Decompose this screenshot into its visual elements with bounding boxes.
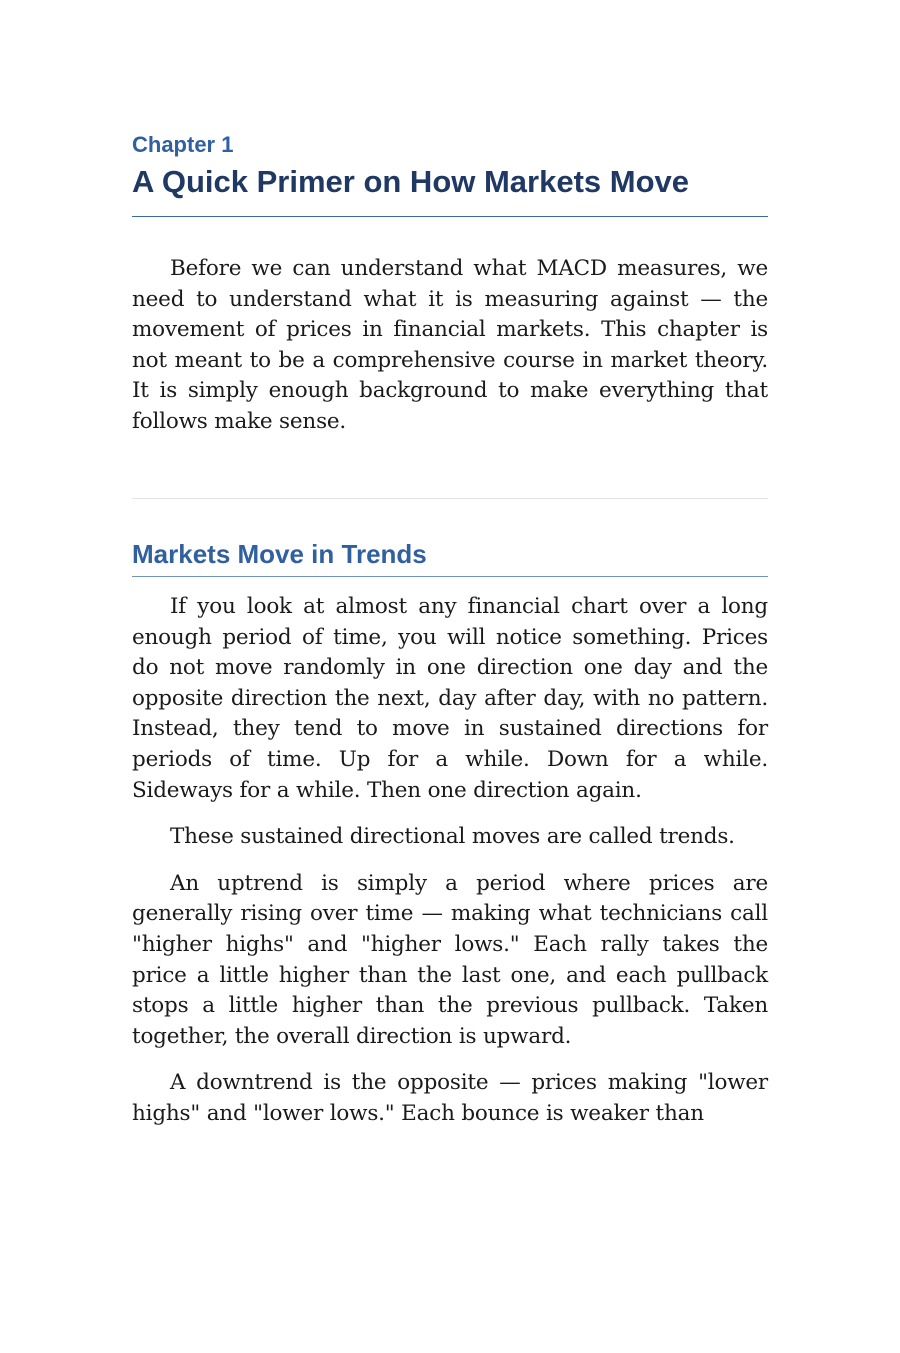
chapter-title: A Quick Primer on How Markets Move [132, 164, 690, 199]
section-heading-rule [132, 576, 768, 577]
body-paragraph: These sustained directional moves are called trends. [170, 824, 735, 850]
section-divider [132, 498, 768, 499]
body-paragraph: An uptrend is simply a period where prices are generally rising over time — making what technicians call "higher highs" and "higher lows." Each rally takes the price a little higher than the last one, and each pullback stops a little higher than the previous pullback. Taken together, the overall direction is upward. [132, 870, 768, 1049]
chapter-label: Chapter 1 [132, 132, 234, 157]
title-divider [132, 216, 768, 217]
body-paragraph: A downtrend is the opposite — prices making "lower highs" and "lower lows." Each bounce is weaker than [132, 1070, 768, 1126]
section-body [132, 592, 768, 1146]
section-heading: Markets Move in Trends [132, 539, 427, 569]
body-paragraph: If you look at almost any financial chart over a long enough period of time, you will notice something. Prices do not move randomly in one direction one day and the opposite direction the next, day after day, with no pattern. Instead, they tend to move in sustained directions for periods of time. Up for a while. Down for a while. Sideways for a while. Then one direction again. [132, 594, 768, 803]
intro-paragraph: Before we can understand what MACD measures, we need to understand what it is measuring against — the movement of prices in financial markets. This chapter is not meant to be a comprehensive course in market theory. It is simply enough background to make everything that follows make sense. [132, 256, 768, 434]
